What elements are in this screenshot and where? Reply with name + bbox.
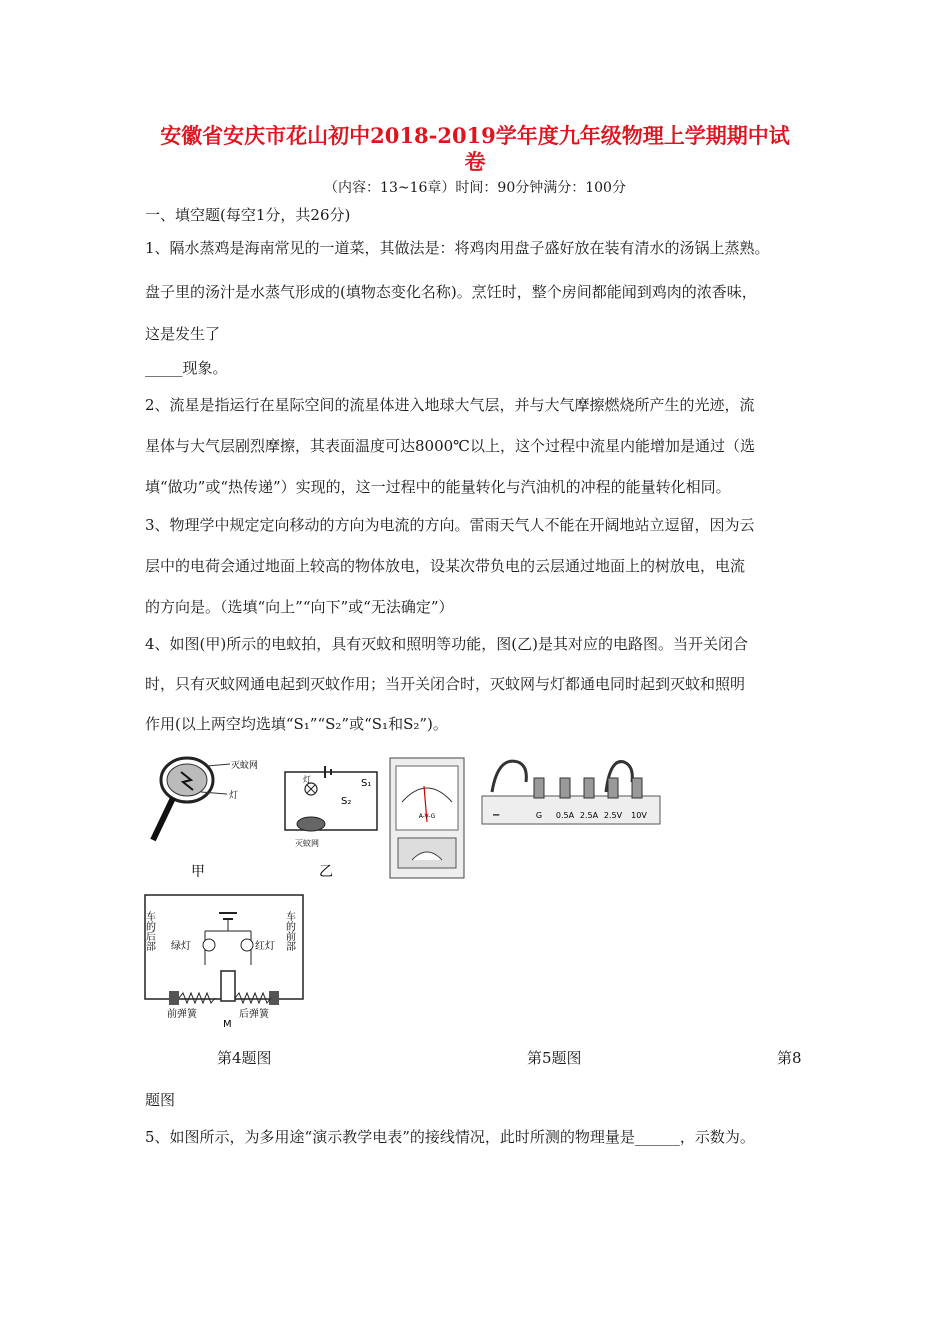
doc-title-line2: 卷 xyxy=(464,149,486,174)
meter-label: A-V-G xyxy=(418,813,436,820)
terminal-label: 2.5A xyxy=(579,811,599,820)
doc-title-line1: 安徽省安庆市花山初中2018-2019学年度九年级物理上学期期中试 xyxy=(160,123,790,148)
lamp-label-2: 灯 xyxy=(303,775,311,784)
terminal-label: 10V xyxy=(631,811,647,820)
section-heading: 一、填空题(每空1分，共26分) xyxy=(145,206,351,224)
q4-line: 4、如图(甲)所示的电蚊拍，具有灭蚊和照明等功能，图(乙)是其对应的电路图。当开关闭合 xyxy=(145,635,748,653)
q4-line: 作用(以上两空均选填“S₁”“S₂”或“S₁和S₂”)。 xyxy=(145,715,448,733)
s2-label: S₂ xyxy=(341,796,352,807)
q4-line: 时，只有灭蚊网通电起到灭蚊作用；当开关闭合时，灭蚊网与灯都通电同时起到灭蚊和照明 xyxy=(145,675,746,693)
figure-terminal-board xyxy=(478,752,664,832)
red-lamp-label: 红灯 xyxy=(255,941,275,952)
q2-line: 填“做功”或“热传递”）实现的，这一过程中的能量转化与汽油机的冲程的能量转化相同。 xyxy=(145,478,731,496)
svg-text:−: − xyxy=(492,810,501,821)
q1-line: 1、隔水蒸鸡是海南常见的一道菜，其做法是：将鸡肉用盘子盛好放在装有清水的汤锅上蒸熟。 xyxy=(145,239,770,257)
q1-line: 盘子里的汤汁是水蒸气形成的(填物态变化名称)。烹饪时，整个房间都能闻到鸡肉的浓香味， xyxy=(145,283,757,301)
q2-line: 星体与大气层剧烈摩擦，其表面温度可达8000℃以上，这个过程中流星内能增加是通过（选 xyxy=(145,437,755,455)
figure-demo-meter xyxy=(388,752,466,882)
car-rear-label: 车的后部 xyxy=(143,911,155,951)
caption-fig5: 第5题图 xyxy=(527,1049,582,1067)
terminal-label: 0.5A xyxy=(555,811,575,820)
caption-fig8-cont: 题图 xyxy=(145,1091,176,1109)
q1-line: 这是发生了 xyxy=(145,325,221,343)
q5-line: 5、如图所示，为多用途“演示教学电表”的接线情况，此时所测的物理量是______，示数为。 xyxy=(145,1128,755,1146)
lamp-label: 灯 xyxy=(229,791,239,801)
rear-spring-label: 后弹簧 xyxy=(239,1009,269,1020)
terminal-label: G xyxy=(535,811,543,820)
figure-car-circuit xyxy=(143,893,305,1031)
green-lamp-label: 绿灯 xyxy=(171,941,191,952)
car-front-label: 车的前部 xyxy=(283,911,295,951)
net-label-2: 灭蚊网 xyxy=(295,839,319,848)
q3-line: 层中的电荷会通过地面上较高的物体放电，设某次带负电的云层通过地面上的树放电，电流 xyxy=(145,557,746,575)
s1-label: S₁ xyxy=(361,778,372,789)
terminal-label: 2.5V xyxy=(603,811,623,820)
doc-subtitle: （内容：13~16章）时间：90分钟满分：100分 xyxy=(324,180,626,196)
q2-line: 2、流星是指运行在星际空间的流星体进入地球大气层，并与大气摩擦燃烧所产生的光迹，流 xyxy=(145,396,755,414)
mass-label: M xyxy=(223,1019,232,1030)
net-label: 灭蚊网 xyxy=(231,761,259,771)
q3-line: 的方向是。（选填“向上”“向下”或“无法确定”） xyxy=(145,598,454,616)
figure-mosquito-swatter xyxy=(145,752,385,882)
caption-fig8: 第8 xyxy=(777,1049,802,1067)
fig-jia-label: 甲 xyxy=(191,864,205,880)
q1-line: _____现象。 xyxy=(145,359,228,377)
fig-yi-label: 乙 xyxy=(319,864,333,880)
front-spring-label: 前弹簧 xyxy=(167,1009,197,1020)
q3-line: 3、物理学中规定定向移动的方向为电流的方向。雷雨天气人不能在开阔地站立逗留，因为云 xyxy=(145,516,755,534)
caption-fig4: 第4题图 xyxy=(217,1049,272,1067)
